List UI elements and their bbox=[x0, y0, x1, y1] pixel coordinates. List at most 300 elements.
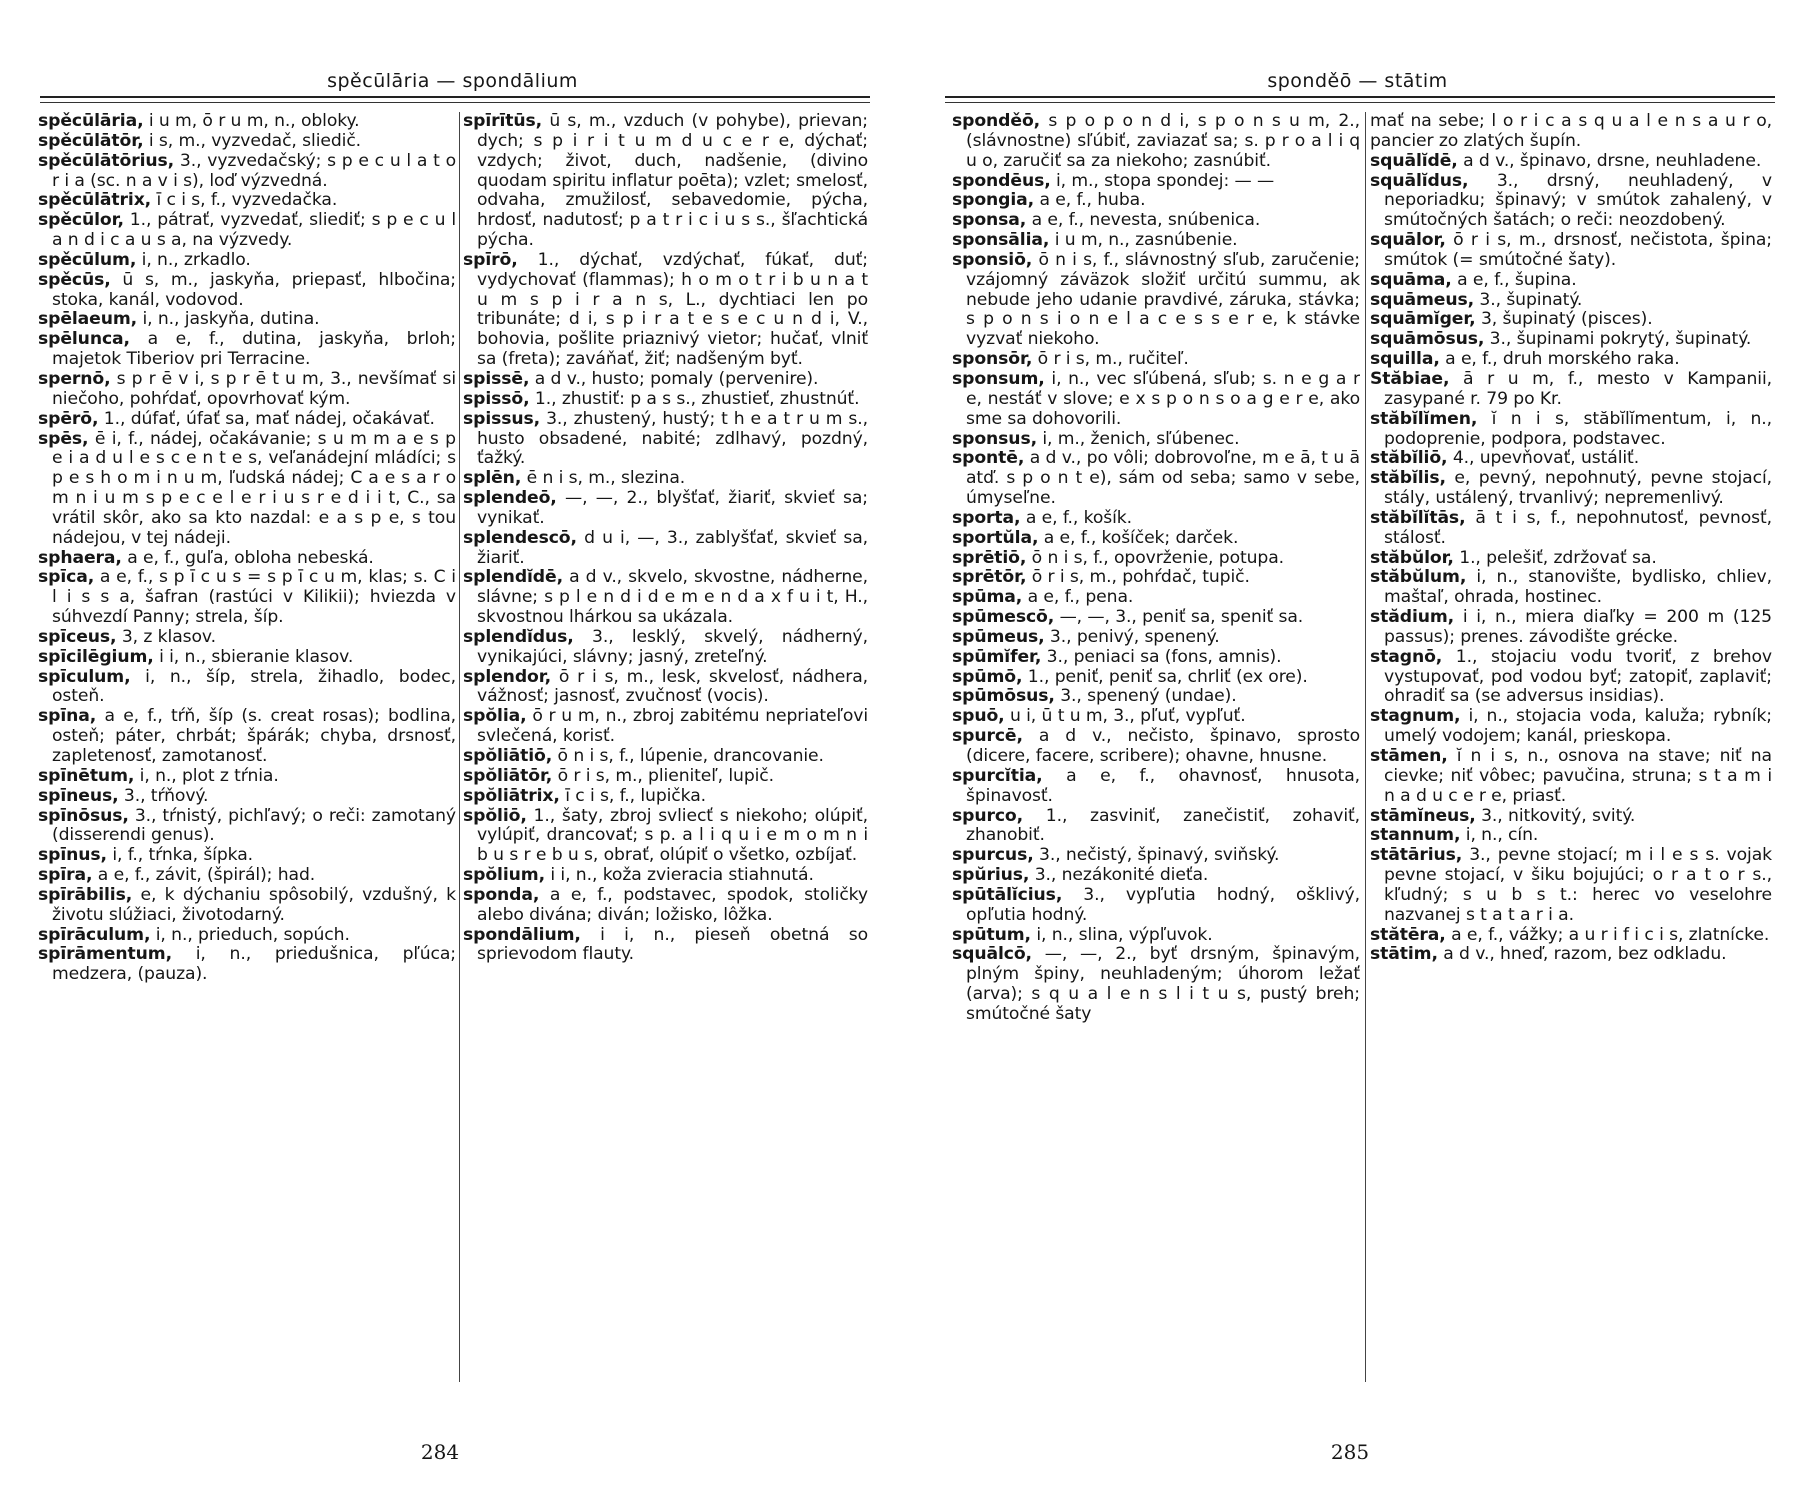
entry-headword: spongia, bbox=[952, 190, 1035, 211]
right-column-1 bbox=[952, 112, 1360, 1402]
dictionary-entry bbox=[38, 152, 456, 192]
entry-definition: i, n., vec sľúbená, sľub; s. n e g a r e, nestáť v slove; e x s p o n s o a g e r e, ako sme sa dohovorili. bbox=[966, 368, 1360, 429]
header-rule-left-sub bbox=[40, 102, 870, 103]
dictionary-entry bbox=[38, 410, 456, 430]
dictionary-entry bbox=[38, 846, 456, 866]
entry-definition: i, n., šíp, strela, žihadlo, bodec, osteň. bbox=[52, 666, 456, 707]
entry-definition: i, n., zrkadlo. bbox=[136, 249, 251, 270]
dictionary-entry bbox=[38, 787, 456, 807]
dictionary-entry bbox=[1370, 350, 1772, 370]
entry-headword: spurcĭtia, bbox=[952, 765, 1043, 786]
entry-headword: sprētōr, bbox=[952, 567, 1027, 588]
dictionary-entry bbox=[38, 648, 456, 668]
entry-definition: i, n., priedušnica, pľúca; medzera, (pauza). bbox=[52, 944, 456, 985]
entry-headword: sponsālia, bbox=[952, 230, 1050, 251]
dictionary-entry bbox=[463, 410, 868, 470]
entry-definition: ĭ n i s, n., osnova na stave; niť na cievke; niť vôbec; pavučina, struna; s t a m i n a d u c e r e, priasť. bbox=[1384, 746, 1772, 806]
dictionary-entry bbox=[463, 251, 868, 370]
entry-headword: spěcūlāria, bbox=[38, 112, 144, 131]
entry-definition: ē i, f., nádej, očakávanie; s u m m a e s p e i a d u l e s c e n t e s, veľanádejní mládíci; s p e s h o m i n u m, ľudská nádej; C a e s a r o m n i u m s p e c e l e r i u s r e d i i t, C., sa vrátil skôr, ako sa kto nazdal: e a s p e, s tou nádejou, v tej nádeji. bbox=[52, 428, 456, 548]
dictionary-entry bbox=[1370, 152, 1772, 172]
entry-headword: spissō, bbox=[463, 388, 530, 409]
entry-definition: 3., vyzvedačský; s p e c u l a t o r i a (sc. n a v i s), loď výzvedná. bbox=[52, 150, 456, 191]
entry-definition: ē n i s, m., slezina. bbox=[521, 468, 686, 489]
entry-definition: ō n i s, f., opovrženie, potupa. bbox=[1026, 547, 1285, 568]
dictionary-entry bbox=[952, 648, 1360, 668]
dictionary-entry bbox=[463, 469, 868, 489]
dictionary-entry bbox=[952, 529, 1360, 549]
entry-definition: e, k dýchaniu spôsobilý, vzdušný, k životu slúžiaci, životodarný. bbox=[52, 884, 456, 925]
entry-headword: spūmōsus, bbox=[952, 686, 1055, 707]
dictionary-entry bbox=[38, 628, 456, 648]
dictionary-entry bbox=[38, 866, 456, 886]
entry-headword: spŏlia, bbox=[463, 706, 527, 727]
dictionary-entry bbox=[952, 350, 1360, 370]
dictionary-entry bbox=[1370, 807, 1772, 827]
dictionary-entry bbox=[38, 886, 456, 926]
entry-definition: a e, f., košíček; darček. bbox=[1038, 527, 1239, 548]
entry-definition: ō r i s, m., lesk, skvelosť, nádhera, vážnosť; jasnosť, zvučnosť (vocis). bbox=[477, 666, 868, 707]
entry-headword: spīculum, bbox=[38, 666, 131, 687]
entry-headword: spurco, bbox=[952, 805, 1024, 826]
dictionary-entry bbox=[952, 866, 1360, 886]
entry-headword: stăbŭlor, bbox=[1370, 547, 1454, 568]
entry-definition: i, n., cín. bbox=[1460, 825, 1539, 846]
entry-definition: 1., zhustiť: p a s s., zhustieť, zhustnúť. bbox=[529, 388, 860, 409]
entry-headword: stăbĭlis, bbox=[1370, 468, 1446, 489]
entry-headword: spondālium, bbox=[463, 924, 581, 945]
dictionary-entry bbox=[38, 370, 456, 410]
dictionary-entry bbox=[952, 687, 1360, 707]
dictionary-entry bbox=[1370, 310, 1772, 330]
dictionary-entry bbox=[952, 707, 1360, 727]
entry-headword: squālor, bbox=[1370, 230, 1446, 251]
entry-definition: 1., dýchať, vzdýchať, fúkať, duť; vydychovať (flammas); h o m o t r i b u n a t u m s p i r a n s, L., dychtiaci len po tribunáte; d i, s p i r a t e s e c u n d i, V., bohovia, pošlite priaznivý vietor; hučať, vlniť sa (freta); zaváňať, žiť; nadšeným byť. bbox=[477, 249, 868, 370]
dictionary-entry bbox=[952, 172, 1360, 192]
header-rule-right bbox=[945, 96, 1775, 98]
right-page bbox=[905, 0, 1810, 1500]
entry-headword: stāmĭneus, bbox=[1370, 805, 1476, 826]
entry-headword: spŏliātōr, bbox=[463, 765, 553, 786]
dictionary-entry bbox=[1370, 549, 1772, 569]
entry-definition: 3., tŕňový. bbox=[118, 785, 209, 806]
entry-headword: spīneus, bbox=[38, 785, 119, 806]
entry-headword: sponděō, bbox=[952, 112, 1041, 131]
dictionary-entry bbox=[463, 807, 868, 867]
entry-definition: 3, šupinatý (pisces). bbox=[1475, 309, 1653, 330]
left-column-1 bbox=[38, 112, 456, 1402]
dictionary-entry bbox=[38, 707, 456, 767]
entry-headword: spūmō, bbox=[952, 666, 1023, 687]
entry-headword: squāmōsus, bbox=[1370, 329, 1485, 350]
entry-headword: spīceus, bbox=[38, 626, 117, 647]
entry-definition: i, n., slina, výpľuvok. bbox=[1030, 924, 1213, 945]
dictionary-entry bbox=[952, 926, 1360, 946]
entry-headword: sponsōr, bbox=[952, 349, 1033, 370]
entry-headword: spěcūlātrix, bbox=[38, 190, 152, 211]
dictionary-entry bbox=[1370, 945, 1772, 965]
entry-definition: i, m., stopa spondej: — — bbox=[1050, 170, 1275, 191]
dictionary-entry bbox=[952, 251, 1360, 350]
entry-headword: spernō, bbox=[38, 368, 111, 389]
entry-headword: spīca, bbox=[38, 567, 95, 588]
dictionary-entry bbox=[952, 846, 1360, 866]
entry-definition: 1., pelešiť, zdržovať sa. bbox=[1453, 547, 1657, 568]
dictionary-entry bbox=[952, 370, 1360, 430]
page-number-right: 285 bbox=[1330, 1440, 1370, 1464]
entry-definition: ō r u m, n., zbroj zabitému nepriateľovi svlečená, korisť. bbox=[477, 706, 868, 747]
dictionary-entry bbox=[463, 886, 868, 926]
entry-definition: ō r i s, m., plieniteľ, lupič. bbox=[552, 765, 775, 786]
entry-definition: 3., zhustený, hustý; t h e a t r u m s., husto obsadené, nabité; zdlhavý, pozdný, ťažký. bbox=[477, 408, 868, 469]
entry-headword: squālĭdē, bbox=[1370, 150, 1458, 171]
column-divider-right bbox=[1365, 112, 1366, 1382]
entry-headword: stăbŭlum, bbox=[1370, 567, 1467, 588]
entry-definition: i, m., ženich, sľúbenec. bbox=[1037, 428, 1240, 449]
dictionary-entry bbox=[952, 509, 1360, 529]
entry-headword: spěcūlum, bbox=[38, 249, 137, 270]
entry-headword: spŏliō, bbox=[463, 805, 527, 826]
dictionary-entry bbox=[1370, 846, 1772, 925]
entry-definition: a d v., husto; pomaly (pervenire). bbox=[529, 368, 819, 389]
entry-headword: spērō, bbox=[38, 408, 99, 429]
dictionary-entry bbox=[1370, 509, 1772, 549]
dictionary-entry bbox=[38, 251, 456, 271]
entry-headword: spŏliātrix, bbox=[463, 785, 560, 806]
left-column-2 bbox=[463, 112, 868, 1402]
entry-definition: ō n i s, f., lúpenie, drancovanie. bbox=[552, 746, 824, 766]
entry-headword: spīrāculum, bbox=[38, 924, 151, 945]
entry-definition: 3., drsný, neuhladený, v neporiadku; špinavý; v smútok zahalený, v smútočných šatách; o reči: neozdobený. bbox=[1384, 170, 1772, 231]
entry-headword: stagnum, bbox=[1370, 706, 1461, 727]
dictionary-entry bbox=[38, 271, 456, 311]
entry-definition: 1., stojaciu vodu tvoriť, z brehov vystupovať, pod vodou byť; zatopiť, zaplaviť; ohradiť sa (se adversus insidias). bbox=[1384, 646, 1772, 707]
entry-headword: splendĭdē, bbox=[463, 567, 564, 588]
entry-definition: a d v., skvelo, skvostne, nádherne, slávne; s p l e n d i d e m e n d a x f u i t, H., skvostnou lhárkou sa ukázala. bbox=[477, 567, 868, 628]
dictionary-entry bbox=[952, 449, 1360, 509]
dictionary-entry bbox=[38, 668, 456, 708]
dictionary-entry bbox=[38, 549, 456, 569]
entry-definition: ā t i s, f., nepohnutosť, pevnosť, stálosť. bbox=[1384, 507, 1772, 548]
dictionary-entry bbox=[38, 330, 456, 370]
entry-headword: spěcūlātōr, bbox=[38, 130, 144, 151]
entry-definition: i u m, ō r u m, n., obloky. bbox=[143, 112, 360, 131]
entry-definition: —, —, 2., byť drsným, špinavým, plným špiny, neuhladeným; úhorom ležať (arva); s q u a l e n s l i t u s, pustý breh; smútočné šaty bbox=[966, 944, 1360, 1024]
entry-definition: i s, m., vyzvedač, sliedič. bbox=[143, 130, 362, 151]
entry-definition: a d v., nečisto, špinavo, sprosto (dicere, facere, scribere); ohavne, hnusne. bbox=[966, 726, 1360, 766]
dictionary-entry bbox=[463, 767, 868, 787]
entry-definition: a e, f., vážky; a u r i f i c i s, zlatnícke. bbox=[1445, 924, 1770, 945]
dictionary-entry bbox=[952, 608, 1360, 628]
dictionary-entry bbox=[463, 529, 868, 569]
entry-definition: 3., vypľutia hodný, ošklivý, opľutia hodný. bbox=[966, 884, 1360, 925]
entry-headword: splendeō, bbox=[463, 488, 557, 509]
entry-headword: spīnōsus, bbox=[38, 805, 129, 826]
entry-definition: i, n., plot z tŕnia. bbox=[134, 765, 279, 786]
entry-headword: squālcō, bbox=[952, 944, 1032, 965]
entry-definition: i i, n., koža zvieracia stiahnutá. bbox=[545, 865, 814, 886]
page-number-left: 284 bbox=[420, 1440, 460, 1464]
dictionary-entry bbox=[952, 568, 1360, 588]
entry-headword: spīna, bbox=[38, 706, 97, 727]
entry-definition: a e, f., ohavnosť, hnusota, špinavosť. bbox=[966, 765, 1360, 806]
entry-definition: i, n., stojacia voda, kaluža; rybník; umelý vodojem; kanál, prieskopa. bbox=[1384, 706, 1772, 747]
entry-headword: spŏlium, bbox=[463, 865, 545, 886]
entry-headword: spurcē, bbox=[952, 726, 1023, 747]
entry-headword: Stăbiae, bbox=[1370, 368, 1450, 389]
entry-definition: a e, f., tŕň, šíp (s. creat rosas); bodlina, osteň; páter, chrbát; špárák; chyba, drsnosť, zapletenosť, zamotanosť. bbox=[52, 706, 456, 766]
dictionary-entry bbox=[38, 945, 456, 985]
dictionary-entry bbox=[952, 668, 1360, 688]
entry-definition: ō r i s, m., pohŕdač, tupič. bbox=[1026, 567, 1250, 588]
dictionary-entry bbox=[1370, 271, 1772, 291]
entry-definition: e, pevný, nepohnutý, pevne stojací, stály, ustálený, trvanlivý; nepremenlivý. bbox=[1384, 468, 1772, 509]
entry-definition: 3., lesklý, skvelý, nádherný, vynikajúci, slávny; jasný, zreteľný. bbox=[477, 626, 868, 667]
entry-definition: ā r u m, f., mesto v Kampanii, zasypané r. 79 po Kr. bbox=[1384, 368, 1772, 409]
entry-definition: a e, f., s p ī c u s = s p ī c u m, klas; s. C i l i s s a, šafran (rastúci v Kilikii); hviezda v súhvezdí Panny; strela, šíp. bbox=[52, 567, 456, 628]
entry-headword: spīrāmentum, bbox=[38, 944, 172, 965]
entry-definition: 3., pevne stojací; m i l e s s. vojak pevne stojací, v šiku bojujúci; o r a t o r s., kľudný; s u b s t.: herec vo veselohre nazvanej s t a t a r i a. bbox=[1384, 845, 1772, 925]
entry-headword: spěcūlātōrius, bbox=[38, 150, 175, 171]
dictionary-entry bbox=[38, 112, 456, 132]
entry-definition: i, n., stanovište, bydlisko, chliev, maštaľ, ohrada, hostinec. bbox=[1384, 567, 1772, 608]
dictionary-entry bbox=[952, 191, 1360, 211]
header-rule-right-sub bbox=[945, 102, 1775, 103]
entry-headword: spūmeus, bbox=[952, 626, 1045, 647]
entry-headword: splendor, bbox=[463, 666, 552, 687]
entry-headword: spēlaeum, bbox=[38, 309, 138, 330]
entry-definition: ō r i s, m., ručiteľ. bbox=[1032, 349, 1189, 370]
entry-headword: sponsus, bbox=[952, 428, 1038, 449]
header-rule-left bbox=[40, 96, 870, 98]
entry-headword: stăbĭlĭtās, bbox=[1370, 507, 1466, 528]
entry-headword: spěcūlor, bbox=[38, 210, 124, 231]
entry-headword: sphaera, bbox=[38, 547, 122, 568]
dictionary-entry bbox=[1370, 370, 1772, 410]
running-head-right: sponděō — stātim bbox=[1267, 70, 1448, 92]
entry-definition: 3., tŕnistý, pichľavý; o reči: zamotaný (disserendi genus). bbox=[52, 805, 456, 846]
entry-definition: ī c i s, f., lupička. bbox=[559, 785, 707, 806]
entry-definition: 3., šupinatý. bbox=[1474, 289, 1583, 310]
entry-definition: i i, n., pieseň obetná so sprievodom flauty. bbox=[477, 924, 868, 965]
entry-headword: squāma, bbox=[1370, 269, 1452, 290]
entry-headword: splendescō, bbox=[463, 527, 577, 548]
dictionary-entry bbox=[1370, 747, 1772, 807]
entry-headword: stădium, bbox=[1370, 607, 1455, 628]
dictionary-entry bbox=[38, 191, 456, 211]
entry-headword: stāmen, bbox=[1370, 746, 1448, 766]
entry-definition: ĭ n i s, stăbĭlĭmentum, i, n., podoprenie, podpora, podstavec. bbox=[1384, 408, 1772, 449]
entry-headword: spīrō, bbox=[463, 249, 518, 270]
entry-definition: a e, f., podstavec, spodok, stoličky alebo divána; diván; ložisko, lôžka. bbox=[477, 884, 868, 925]
column-divider-left bbox=[459, 112, 460, 1382]
entry-definition: ō r i s, m., drsnosť, nečistota, špina; smútok (= smútočné šaty). bbox=[1384, 230, 1772, 270]
entry-definition: —, —, 3., peniť sa, speniť sa. bbox=[1054, 607, 1304, 628]
entry-definition: a e, f., šupina. bbox=[1451, 269, 1577, 290]
dictionary-entry bbox=[463, 866, 868, 886]
entry-headword: splendĭdus, bbox=[463, 626, 574, 647]
entry-headword: spīnus, bbox=[38, 845, 107, 866]
entry-headword: sponsum, bbox=[952, 368, 1045, 389]
dictionary-entry bbox=[952, 886, 1360, 926]
dictionary-entry bbox=[463, 628, 868, 668]
entry-definition: a e, f., pena. bbox=[1022, 587, 1134, 608]
dictionary-entry bbox=[1370, 707, 1772, 747]
dictionary-entry bbox=[952, 628, 1360, 648]
entry-definition: ō n i s, f., slávnostný sľub, zaručenie; vzájomný záväzok složiť určitú summu, ak nebude jeho udanie pravdivé, záruka, stávka; s p o n s i o n e l a c e s s e r e, k stávke vyzvať niekoho. bbox=[966, 249, 1360, 350]
running-head-left: spěcūlāria — spondālium bbox=[327, 70, 578, 92]
dictionary-entry bbox=[1370, 112, 1772, 152]
entry-headword: spŏliātiō, bbox=[463, 746, 553, 766]
entry-headword: spissus, bbox=[463, 408, 541, 429]
entry-definition: mať na sebe; l o r i c a s q u a l e n s a u r o, pancier zo zlatých šupín. bbox=[1370, 112, 1772, 151]
entry-definition: 3., šupinami pokrytý, šupinatý. bbox=[1484, 329, 1752, 350]
dictionary-entry bbox=[1370, 291, 1772, 311]
dictionary-entry bbox=[463, 747, 868, 767]
dictionary-entry bbox=[1370, 469, 1772, 509]
entry-definition: i i, n., miera diaľky = 200 m (125 passus); prenes. závodište grécke. bbox=[1384, 607, 1772, 647]
dictionary-entry bbox=[38, 807, 456, 847]
dictionary-entry bbox=[1370, 172, 1772, 232]
entry-definition: a e, f., závit, (špirál); had. bbox=[92, 865, 316, 886]
entry-definition: a e, f., guľa, obloha nebeská. bbox=[121, 547, 374, 568]
entry-definition: s p r ē v i, s p r ē t u m, 3., nevšímať si niečoho, pohŕdať, opovrhovať kým. bbox=[52, 368, 456, 409]
dictionary-entry bbox=[463, 370, 868, 390]
entry-headword: spūmescō, bbox=[952, 607, 1055, 628]
dictionary-entry bbox=[952, 945, 1360, 1024]
entry-headword: spūmĭfer, bbox=[952, 646, 1042, 667]
entry-headword: stagnō, bbox=[1370, 646, 1443, 667]
entry-definition: a e, f., košík. bbox=[1020, 507, 1133, 528]
entry-definition: ū s, m., jaskyňa, priepasť, hlbočina; stoka, kanál, vodovod. bbox=[52, 269, 456, 310]
entry-headword: stātim, bbox=[1370, 944, 1438, 965]
right-column-2 bbox=[1370, 112, 1772, 1402]
entry-headword: spurcus, bbox=[952, 845, 1034, 866]
dictionary-entry bbox=[952, 112, 1360, 172]
dictionary-entry bbox=[463, 787, 868, 807]
entry-headword: spūtālĭcius, bbox=[952, 884, 1063, 905]
dictionary-entry bbox=[38, 767, 456, 787]
dictionary-entry bbox=[1370, 410, 1772, 450]
dictionary-entry bbox=[463, 112, 868, 251]
dictionary-entry bbox=[952, 588, 1360, 608]
entry-headword: spīrābilis, bbox=[38, 884, 133, 905]
entry-definition: 3., nezákonité dieťa. bbox=[1029, 865, 1209, 886]
entry-headword: sporta, bbox=[952, 507, 1021, 528]
dictionary-entry bbox=[463, 390, 868, 410]
dictionary-entry bbox=[463, 926, 868, 966]
entry-definition: 4., upevňovať, ustáliť. bbox=[1447, 448, 1640, 469]
dictionary-entry bbox=[38, 211, 456, 251]
entry-headword: spontē, bbox=[952, 448, 1025, 469]
entry-definition: 3., spenený (undae). bbox=[1054, 686, 1237, 707]
entry-definition: a d v., po vôli; dobrovoľne, m e ā, t u ā atď. s p o n t e), sám od seba; samo v sebe, úmyseľne. bbox=[966, 448, 1360, 509]
entry-definition: 3., nečistý, špinavý, sviňský. bbox=[1033, 845, 1280, 866]
dictionary-entry bbox=[1370, 330, 1772, 350]
entry-definition: —, —, 2., blyšťať, žiariť, skvieť sa; vynikať. bbox=[477, 488, 868, 528]
entry-headword: stannum, bbox=[1370, 825, 1461, 846]
entry-definition: a e, f., huba. bbox=[1034, 190, 1146, 211]
entry-headword: sprētiō, bbox=[952, 547, 1027, 568]
entry-headword: spīrītūs, bbox=[463, 112, 543, 131]
entry-headword: spūtum, bbox=[952, 924, 1031, 945]
dictionary-entry bbox=[1370, 231, 1772, 271]
entry-definition: i, n., prieduch, sopúch. bbox=[150, 924, 350, 945]
entry-definition: 3., peniaci sa (fons, amnis). bbox=[1041, 646, 1282, 667]
entry-headword: squilla, bbox=[1370, 349, 1440, 370]
entry-headword: spŭrius, bbox=[952, 865, 1030, 886]
entry-definition: a e, f., druh morského raka. bbox=[1439, 349, 1680, 370]
entry-definition: a d v., špinavo, drsne, neuhladene. bbox=[1457, 150, 1762, 171]
entry-definition: i, n., jaskyňa, dutina. bbox=[137, 309, 320, 330]
entry-definition: u i, ū t u m, 3., pľuť, vypľuť. bbox=[1004, 706, 1246, 727]
dictionary-entry bbox=[952, 211, 1360, 231]
entry-headword: spěcūs, bbox=[38, 269, 111, 290]
dictionary-entry bbox=[952, 549, 1360, 569]
dictionary-entry bbox=[38, 926, 456, 946]
dictionary-entry bbox=[463, 568, 868, 628]
entry-headword: squāmĭger, bbox=[1370, 309, 1476, 330]
entry-headword: squāmeus, bbox=[1370, 289, 1475, 310]
entry-definition: a e, f., nevesta, snúbenica. bbox=[1026, 210, 1261, 231]
entry-headword: spūma, bbox=[952, 587, 1023, 608]
dictionary-entry bbox=[463, 707, 868, 747]
entry-definition: ū s, m., vzduch (v pohybe), prievan; dych; s p i r i t u m d u c e r e, dýchať; vzdych; život, duch, nadšenie, (divino quodam spiritu inflatur poēta); vzlet; smelosť, odvaha, zmužilosť, sebavedomie, pýcha, hrdosť, nadutosť; p a t r i c i u s s., šľachtická pýcha. bbox=[477, 112, 868, 251]
dictionary-entry bbox=[1370, 648, 1772, 708]
dictionary-entry bbox=[1370, 568, 1772, 608]
entry-definition: 3., penivý, spenený. bbox=[1044, 626, 1220, 647]
entry-definition: a d v., hneď, razom, bez odkladu. bbox=[1437, 944, 1727, 965]
dictionary-entry bbox=[952, 807, 1360, 847]
dictionary-entry bbox=[38, 132, 456, 152]
entry-definition: 3., nitkovitý, svitý. bbox=[1475, 805, 1636, 826]
entry-definition: 1., dúfať, úfať sa, mať nádej, očakávať. bbox=[98, 408, 435, 429]
entry-headword: spissē, bbox=[463, 368, 530, 389]
entry-definition: s p o p o n d i, s p o n s u m, 2., (slávnostne) sľúbiť, zaviazať sa; s. p r o a l i q u o, zaručiť sa za niekoho; zasnúbiť. bbox=[966, 112, 1360, 171]
dictionary-entry bbox=[1370, 449, 1772, 469]
dictionary-entry bbox=[38, 568, 456, 628]
entry-definition: a e, f., dutina, jaskyňa, brloh; majetok Tiberiov pri Terracine. bbox=[52, 329, 456, 370]
entry-definition: 1., šaty, zbroj svliecť s niekoho; olúpiť, vylúpiť, drancovať; s p. a l i q u i e m o m n i b u s r e b u s, obrať, olúpiť o všetko, ozbíjať. bbox=[477, 805, 868, 866]
entry-headword: sportŭla, bbox=[952, 527, 1039, 548]
entry-headword: spīra, bbox=[38, 865, 93, 886]
entry-headword: stătēra, bbox=[1370, 924, 1446, 945]
entry-headword: spuō, bbox=[952, 706, 1005, 727]
dictionary-entry bbox=[38, 430, 456, 549]
dictionary-entry bbox=[463, 489, 868, 529]
entry-definition: d u i, —, 3., zablyšťať, skvieť sa, žiariť. bbox=[477, 527, 868, 568]
entry-headword: stăbĭliō, bbox=[1370, 448, 1448, 469]
dictionary-entry bbox=[952, 727, 1360, 767]
entry-definition: ī c i s, f., vyzvedačka. bbox=[151, 190, 338, 211]
entry-headword: spondēus, bbox=[952, 170, 1051, 191]
entry-headword: spēs, bbox=[38, 428, 89, 449]
entry-headword: squālĭdus, bbox=[1370, 170, 1469, 191]
entry-definition: i u m, n., zasnúbenie. bbox=[1049, 230, 1238, 251]
dictionary-entry bbox=[1370, 608, 1772, 648]
entry-definition: 1., pátrať, vyzvedať, sliediť; s p e c u l a n d i c a u s a, na výzvedy. bbox=[52, 210, 456, 251]
entry-definition: 1., peniť, peniť sa, chrliť (ex ore). bbox=[1022, 666, 1308, 687]
dictionary-entry bbox=[38, 310, 456, 330]
entry-headword: sponda, bbox=[463, 884, 540, 905]
entry-headword: sponsiō, bbox=[952, 249, 1033, 270]
entry-definition: 3, z klasov. bbox=[116, 626, 217, 647]
dictionary-entry bbox=[952, 767, 1360, 807]
entry-headword: sponsa, bbox=[952, 210, 1027, 231]
entry-definition: i, f., tŕnka, šípka. bbox=[106, 845, 254, 866]
dictionary-entry bbox=[952, 430, 1360, 450]
dictionary-entry bbox=[1370, 826, 1772, 846]
